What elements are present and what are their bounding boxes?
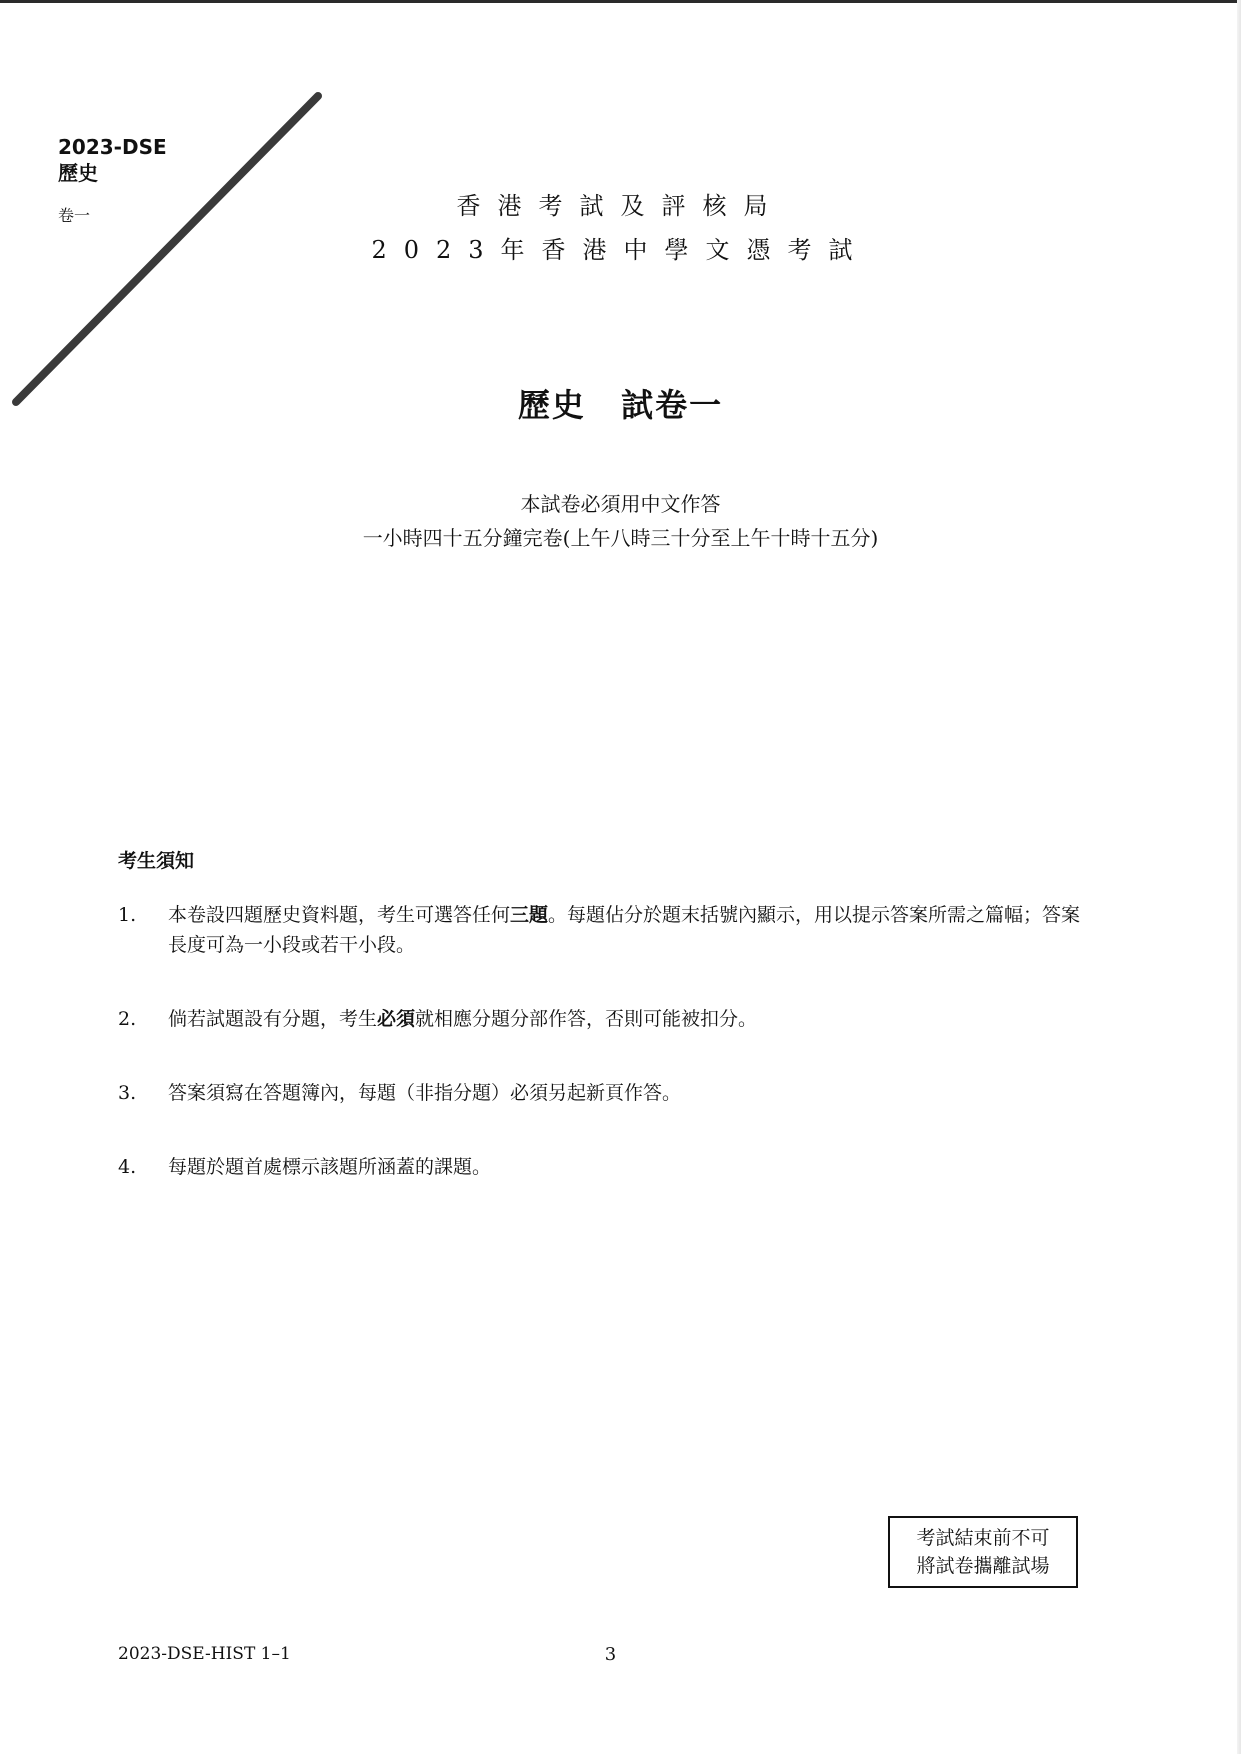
instruction-number: 3.	[118, 1082, 137, 1104]
page-number: 3	[604, 1644, 617, 1665]
authority-name: 香港考試及評核局	[456, 192, 785, 220]
notice-line: 考試結束前不可	[916, 1527, 1050, 1549]
time-note: 一小時四十五分鐘完卷(上午八時三十分至上午十時十五分)	[362, 526, 879, 550]
instruction-item	[118, 1078, 1098, 1108]
instruction-text: 倘若試題設有分題，考生	[168, 1008, 378, 1030]
paper-title: 歷史 試卷一	[517, 386, 724, 424]
instruction-emphasis: 必須	[377, 1008, 416, 1030]
footer-paper-code: 2023-DSE-HIST 1–1	[118, 1644, 291, 1664]
instruction-text: 本卷設四題歷史資料題，考生可選答任何	[168, 904, 511, 926]
corner-paper: 卷一	[58, 206, 91, 225]
language-note: 本試卷必須用中文作答	[520, 492, 721, 516]
instruction-item	[118, 900, 1098, 960]
instructions-heading: 考生須知	[118, 850, 195, 872]
instruction-item	[118, 1004, 1098, 1034]
instruction-number: 1.	[118, 904, 137, 926]
instruction-text: 答案須寫在答題簿內，每題（非指分題）必須另起新頁作答。	[168, 1082, 682, 1104]
instruction-item	[118, 1152, 1098, 1182]
instruction-text: 。每題佔分於題末括號內顯示，用以提示答案所需之篇幅；答案長度可為一小段或若干小段。	[168, 904, 1081, 956]
corner-exam-code: 2023-DSE	[58, 135, 167, 159]
corner-subject: 歷史	[58, 161, 98, 185]
notice-box	[888, 1516, 1078, 1588]
instruction-number: 2.	[118, 1008, 137, 1030]
instruction-text: 每題於題首處標示該題所涵蓋的課題。	[168, 1156, 492, 1178]
instruction-text: 就相應分題分部作答，否則可能被扣分。	[415, 1008, 758, 1030]
notice-line: 將試卷攜離試場	[916, 1555, 1050, 1577]
instruction-emphasis: 三題	[510, 904, 549, 926]
instructions-list	[118, 900, 1098, 1182]
exam-name: 2023年香港中學文憑考試	[371, 236, 870, 264]
instruction-number: 4.	[118, 1156, 137, 1178]
